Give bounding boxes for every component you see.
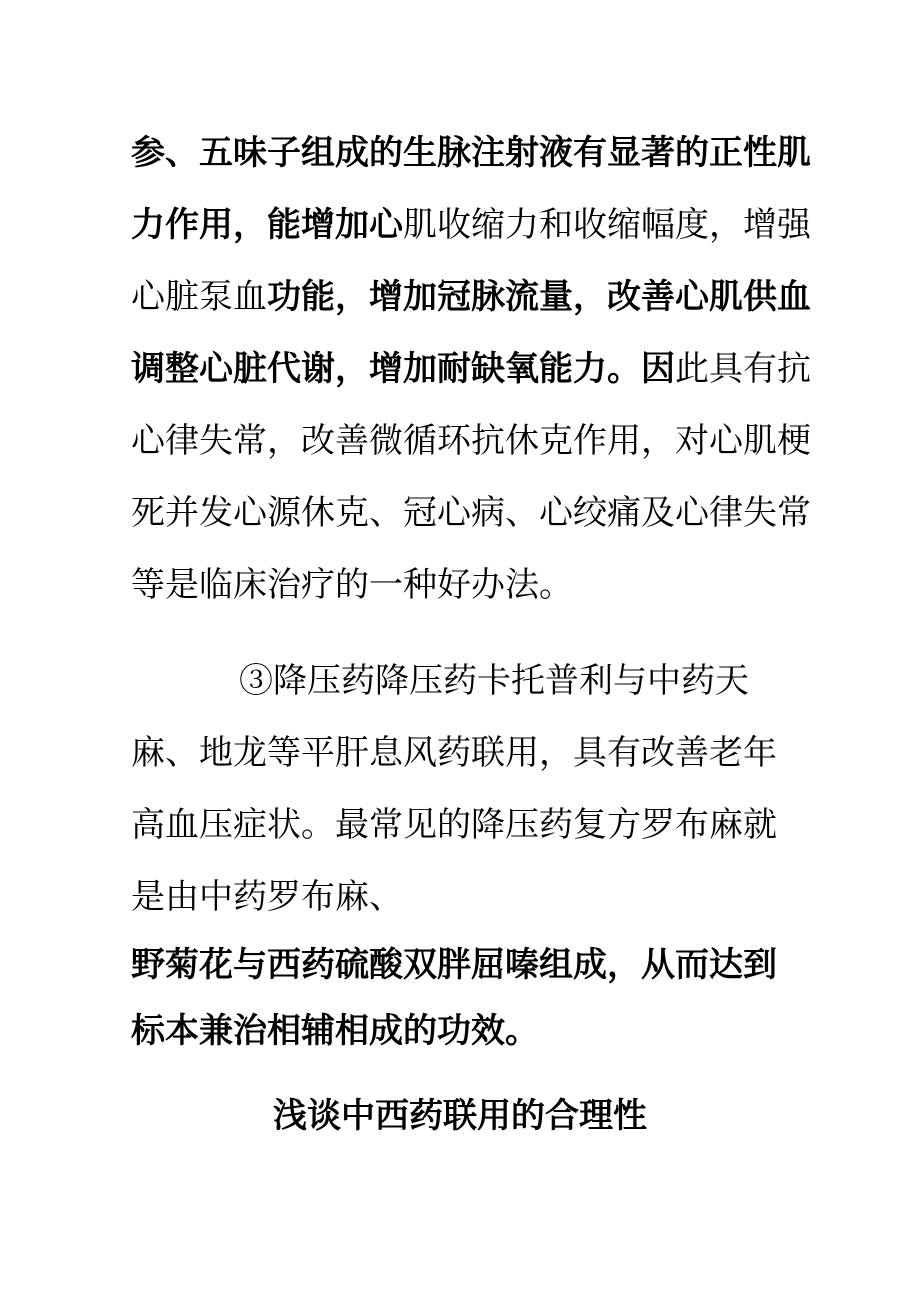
normal-text: 此具有抗 [675, 349, 811, 389]
paragraph-line [239, 661, 749, 701]
paragraph-line [131, 1011, 539, 1051]
bold-text: 力作用，能增加心 [131, 205, 403, 245]
normal-text: 高血压症状。最常见的降压药复方罗布麻就 [131, 805, 777, 845]
bold-text: 调整心脏代谢，增加耐缺氧能力。因 [131, 349, 675, 389]
paragraph-line [131, 877, 403, 917]
normal-text: 心律失常，改善微循环抗休克作用，对心肌梗 [131, 421, 811, 461]
normal-text: 肌收缩力和收缩幅度，增强 [403, 205, 811, 245]
normal-text: 死并发心源休克、冠心病、心绞痛及心律失常 [131, 493, 811, 533]
bold-text: 功能，增加冠脉流量，改善心肌供血 [267, 277, 811, 317]
paragraph-line [131, 565, 573, 605]
normal-text: 等是临床治疗的一种好办法。 [131, 565, 573, 605]
normal-text: 麻、地龙等平肝息风药联用，具有改善老年 [131, 733, 777, 773]
normal-text: 心脏泵血 [131, 277, 267, 317]
bold-text: 野菊花与西药硫酸双胖屈嗪组成，从而达到 [131, 945, 777, 985]
paragraph-line [131, 205, 811, 245]
normal-text: ③降压药降压药卡托普利与中药天 [239, 661, 749, 701]
paragraph-line [131, 945, 777, 985]
paragraph-line [131, 277, 811, 317]
paragraph-line [131, 493, 811, 533]
normal-text: 是由中药罗布麻、 [131, 877, 403, 917]
paragraph-line [131, 733, 777, 773]
bold-text: 参、五味子组成的生脉注射液有显著的正性肌 [131, 133, 811, 173]
bold-text: 标本兼治相辅相成的功效。 [131, 1011, 539, 1051]
paragraph-line [131, 421, 811, 461]
paragraph-line [131, 133, 811, 173]
section-heading: 浅谈中西药联用的合理性 [273, 1096, 647, 1136]
paragraph-line [131, 805, 777, 845]
paragraph-line [131, 349, 811, 389]
